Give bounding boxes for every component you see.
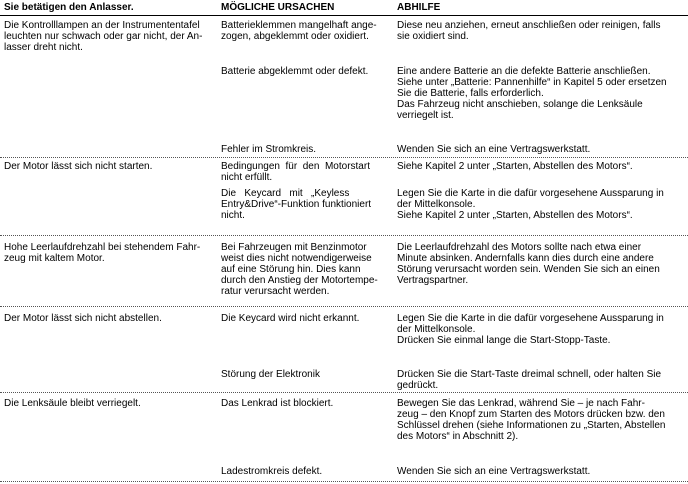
row-cause: Die Keycard mit „Keyless Entry&Drive“-Funktion funktioniert nicht. [221, 188, 372, 221]
row-cause: Das Lenkrad ist blockiert. [221, 398, 334, 409]
row-symptom: Die Lenksäule bleibt verriegelt. [4, 398, 141, 409]
row-remedy: Wenden Sie sich an eine Vertragswerkstatt. [397, 144, 591, 155]
row-symptom: Die Kontrolllampen an der Instrumententafel leuchten nur schwach oder gar nicht, der An- lasser dreht nicht. [4, 20, 203, 53]
row-symptom: Hohe Leerlaufdrehzahl bei stehendem Fahr- zeug mit kaltem Motor. [4, 242, 201, 264]
row-divider [0, 481, 688, 482]
row-divider [0, 235, 688, 236]
row-remedy: Siehe Kapitel 2 unter „Starten, Abstellen des Motors“. [397, 161, 633, 172]
row-remedy: Drücken Sie die Start-Taste dreimal schnell, oder halten Sie gedrückt. [397, 369, 662, 391]
row-cause: Störung der Elektronik [221, 369, 320, 380]
header-rule [0, 15, 688, 16]
header-symptom: Sie betätigen den Anlasser. [4, 2, 134, 13]
header-remedy: ABHILFE [397, 2, 441, 13]
row-symptom: Der Motor lässt sich nicht abstellen. [4, 313, 162, 324]
row-remedy: Diese neu anziehen, erneut anschließen oder reinigen, falls sie oxidiert sind. [397, 20, 661, 42]
row-remedy: Bewegen Sie das Lenkrad, während Sie – je nach Fahr- zeug – den Knopf zum Starten des Motors drücken bzw. den Schlüssel drehen (siehe Informationen zu „Starten, Abstellen des Motors“ in Abschnitt 2). [397, 398, 666, 442]
row-divider [0, 392, 688, 393]
row-symptom: Der Motor lässt sich nicht starten. [4, 161, 153, 172]
row-remedy: Legen Sie die Karte in die dafür vorgesehene Aussparung in der Mittelkonsole. Siehe Kapitel 2 unter „Starten, Abstellen des Motors“. [397, 188, 664, 221]
row-remedy: Wenden Sie sich an eine Vertragswerkstatt. [397, 466, 591, 477]
row-remedy: Legen Sie die Karte in die dafür vorgesehene Aussparung in der Mittelkonsole. Drücken Sie einmal lange die Start-Stopp-Taste. [397, 313, 664, 346]
row-cause: Bei Fahrzeugen mit Benzinmotor weist dies nicht notwendigerweise auf eine Störung hin. Dies kann durch den Anstieg der Motortempe- ratur verursacht werden. [221, 242, 378, 297]
header-causes: MÖGLICHE URSACHEN [221, 2, 335, 13]
row-cause: Die Keycard wird nicht erkannt. [221, 313, 360, 324]
row-divider [0, 157, 688, 158]
row-divider [0, 306, 688, 307]
row-cause: Fehler im Stromkreis. [221, 144, 317, 155]
row-cause: Ladestromkreis defekt. [221, 466, 323, 477]
row-remedy: Eine andere Batterie an die defekte Batterie anschließen. Siehe unter „Batterie: Pannenhilfe“ in Kapitel 5 oder ersetzen Sie die Batterie, falls erforderlich. Das Fahrzeug nicht anschieben, solange die Lenksäule verriegelt ist. [397, 66, 667, 121]
row-cause: Batterie abgeklemmt oder defekt. [221, 66, 369, 77]
row-remedy: Die Leerlaufdrehzahl des Motors sollte nach etwa einer Minute absinken. Andernfalls kann dies durch eine andere Störung verursacht worden sein. Wenden Sie sich an einen Vertragspartner. [397, 242, 660, 286]
row-cause: Bedingungen für den Motorstart nicht erfüllt. [221, 161, 370, 183]
row-cause: Batterieklemmen mangelhaft ange- zogen, abgeklemmt oder oxidiert. [221, 20, 377, 42]
